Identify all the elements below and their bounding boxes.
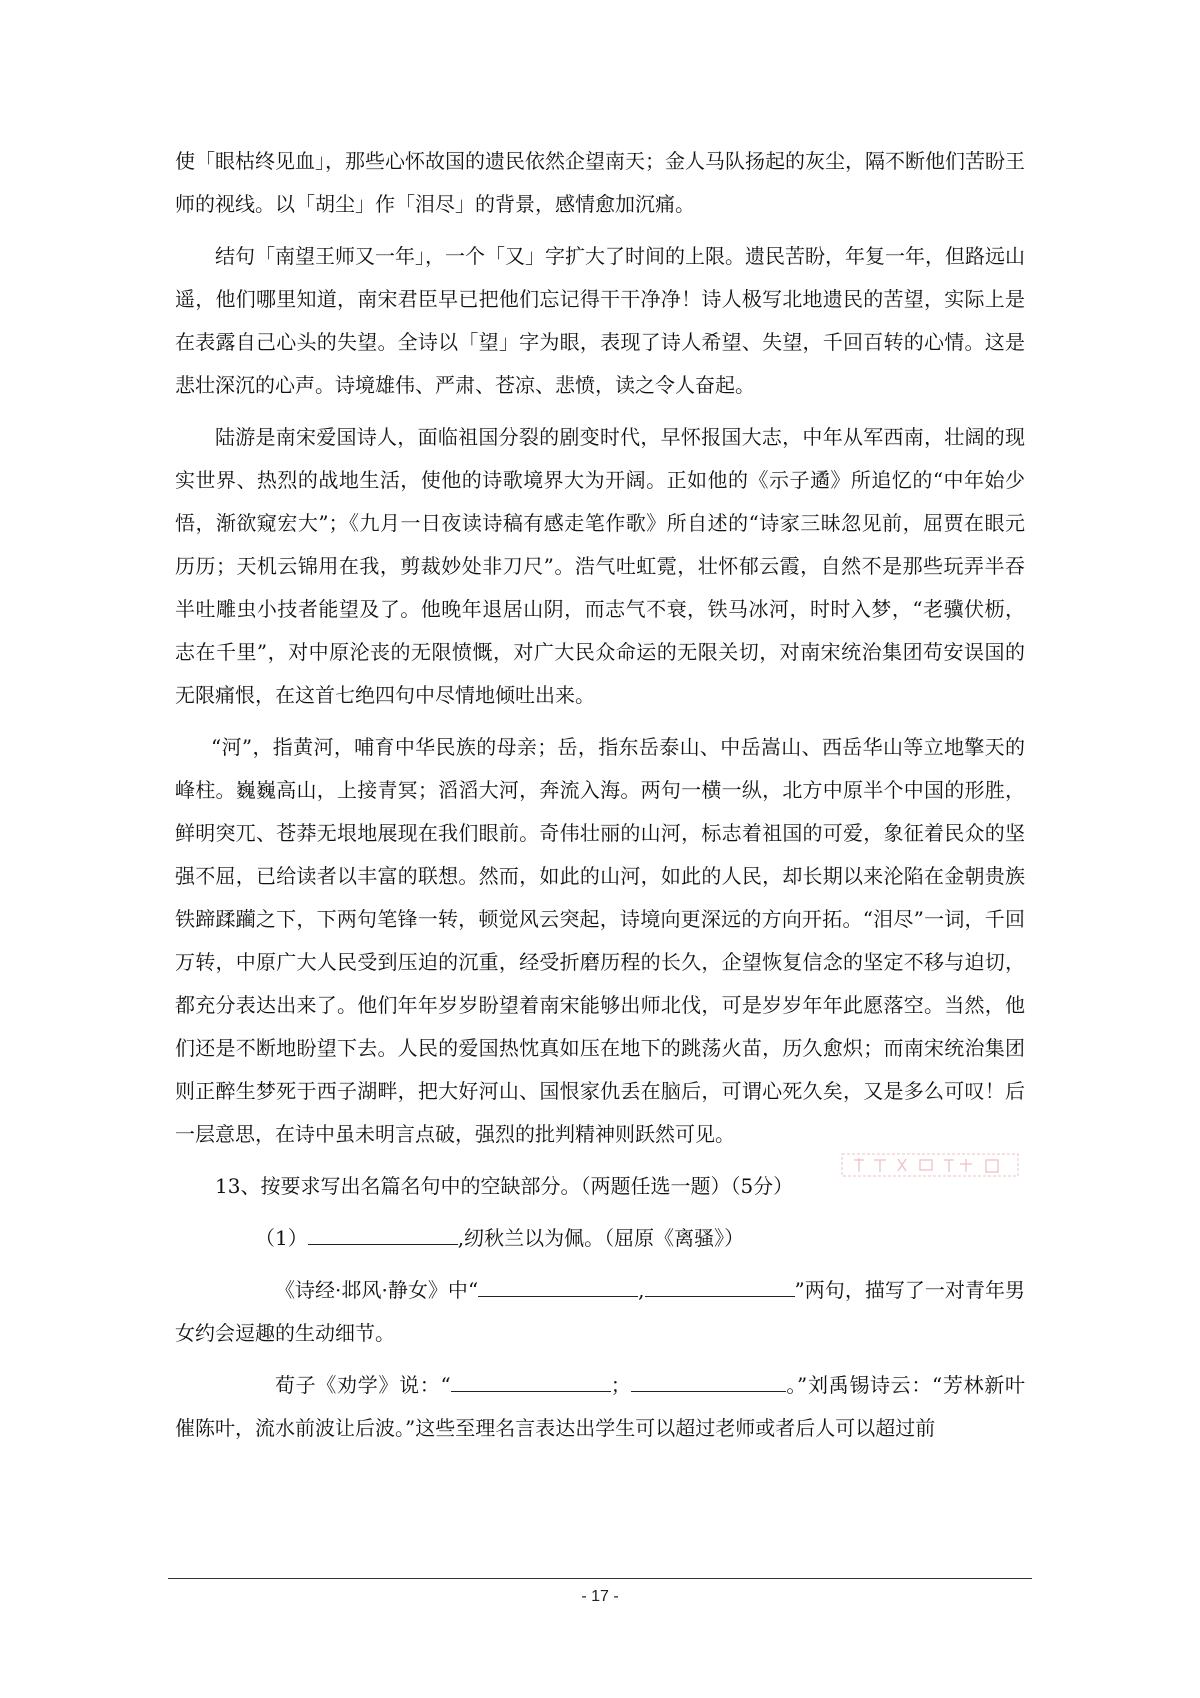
footer-divider: [168, 1578, 1032, 1579]
item-text: 。”刘禹锡诗云：“芳林新叶催陈叶，流水前波让后波。”这些至理名言表达出学生可以超过老师或者后人可以超过前: [175, 1373, 1025, 1440]
fill-blank[interactable]: [478, 1275, 638, 1297]
question-title: 13、按要求写出名篇名句中的空缺部分。（两题任选一题）（5分）: [215, 1174, 794, 1198]
item-text: 荀子《劝学》说：“: [275, 1373, 451, 1397]
paragraph: 使「眼枯终见血」，那些心怀故国的遗民依然企望南天；金人马队扬起的灰尘，隔不断他们苦盼王师的视线。以「胡尘」作「泪尽」的背景，感情愈加沉痛。: [175, 149, 1025, 216]
page-number: - 17 -: [581, 1588, 619, 1605]
fill-blank[interactable]: [631, 1370, 786, 1392]
question-item-3: [175, 1364, 1025, 1450]
item-separator: ；: [610, 1373, 631, 1397]
body-text: [175, 140, 1025, 1459]
paragraph: 结句「南望王师又一年」，一个「又」字扩大了时间的上限。遗民苦盼，年复一年，但路远山遥，他们哪里知道，南宋君臣早已把他们忘记得干干净净！诗人极写北地遗民的苦望，实际上是在表露自己心头的失望。全诗以「望」字为眼，表现了诗人希望、失望，千回百转的心情。这是悲壮深沉的心声。诗境雄伟、严肃、苍凉、悲愤，读之令人奋起。: [175, 244, 1025, 397]
fill-blank[interactable]: [451, 1370, 611, 1392]
question-item-2: [175, 1269, 1025, 1355]
paragraph: 陆游是南宋爱国诗人，面临祖国分裂的剧变时代，早怀报国大志，中年从军西南，壮阔的现实世界、热烈的战地生活，使他的诗歌境界大为开阔。正如他的《示子遹》所追忆的“中年始少悟，渐欲窥宏大”；《九月一日夜读诗稿有感走笔作歌》所自述的“诗家三昧忽见前，屈贾在眼元历历；天机云锦用在我，剪裁妙处非刀尺”。浩气吐虹霓，壮怀郁云霞，自然不是那些玩弄半吞半吐雕虫小技者能望及了。他晚年退居山阴，而志气不衰，铁马冰河，时时入梦，“老骥伏枥，志在千里”，对中原沦丧的无限愤慨，对广大民众命运的无限关切，对南宋统治集团苟安误国的无限痛恨，在这首七绝四句中尽情地倾吐出来。: [175, 425, 1025, 707]
item-text: ,纫秋兰以为佩。（屈原《离骚》）: [457, 1226, 745, 1250]
paragraph: “河”，指黄河，哺育中华民族的母亲；岳，指东岳泰山、中岳嵩山、西岳华山等立地擎天的峰柱。巍巍高山，上接青冥；滔滔大河，奔流入海。两句一横一纵，北方中原半个中国的形胜，鲜明突兀、苍莽无垠地展现在我们眼前。奇伟壮丽的山河，标志着祖国的可爱，象征着民众的坚强不屈，已给读者以丰富的联想。然而，如此的山河，如此的人民，却长期以来沦陷在金朝贵族铁蹄蹂躏之下，下两句笔锋一转，顿觉风云突起，诗境向更深远的方向开拓。“泪尽”一词，千回万转，中原广大人民受到压迫的沉重，经受折磨历程的长久，企望恢复信念的坚定不移与迫切，都充分表达出来了。他们年年岁岁盼望着南宋能够出师北伐，可是岁岁年年此愿落空。当然，他们还是不断地盼望下去。人民的爱国热忱真如压在地下的跳荡火苗，历久愈炽；而南宋统治集团则正醉生梦死于西子湖畔，把大好河山、国恨家仇丢在脑后，可谓心死久矣，又是多么可叹！后一层意思，在诗中虽未明言点破，强烈的批判精神则跃然可见。: [175, 735, 1025, 1146]
item-text: 《诗经·邶风·静女》中“: [275, 1278, 479, 1302]
fill-blank[interactable]: [645, 1275, 795, 1297]
item-text: ”两句，描写了一对青年男女约会逗趣的生动细节。: [175, 1278, 1025, 1345]
item-number: （1）: [255, 1226, 308, 1250]
question-item-1: [175, 1217, 1025, 1260]
item-separator: ,: [638, 1278, 645, 1302]
fill-blank[interactable]: [308, 1223, 458, 1245]
